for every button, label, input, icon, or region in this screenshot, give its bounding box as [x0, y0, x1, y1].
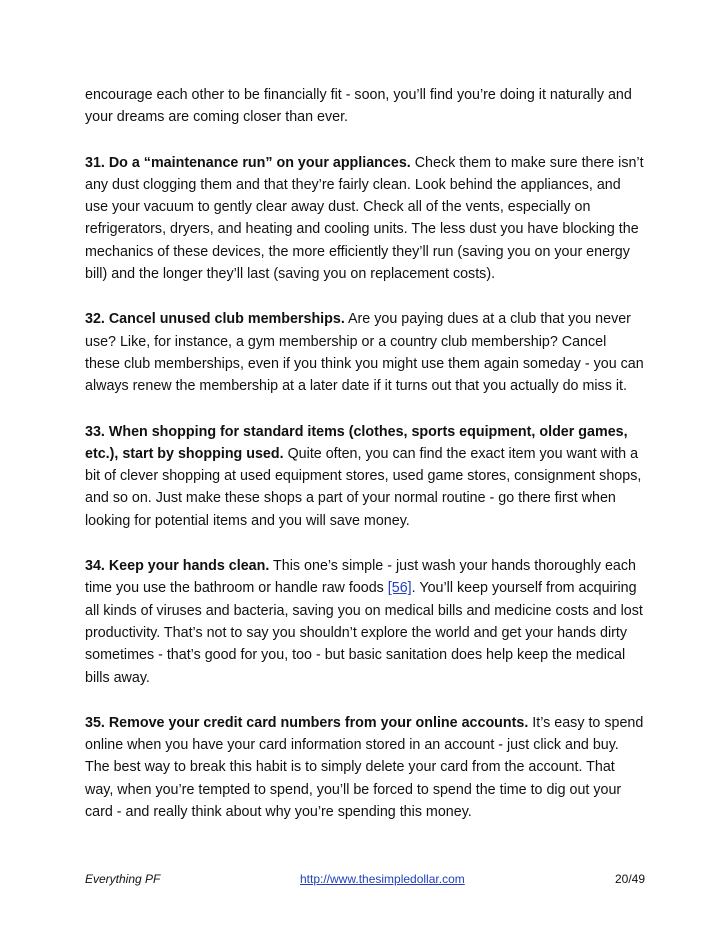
tip-31-body: Check them to make sure there isn’t any dust clogging them and that they’re fairly clean. Look behind the appliances, and use your vacuum to gently clear away dust. Check all of the vents, especially on refrigerators, dryers, and heating and cooling units. The less dust you have blocking the mechanics of these devices, the more efficiently they’ll run (saving you on your energy bill) and the longer they’ll last (saving you on replacement costs).	[85, 154, 644, 283]
footer-title: Everything PF	[85, 872, 161, 886]
tip-33-body: Quite often, you can find the exact item you want with a bit of clever shopping at used equipment stores, used game stores, consignment shops, and so on. Just make these shops a part of your normal routine - go there first when looking for potential items and you will save money.	[85, 445, 642, 529]
tip-33-heading: 33. When shopping for standard items (clothes, sports equipment, older games, etc.), start by shopping used.	[85, 423, 628, 462]
tip-34-body-before: This one’s simple - just wash your hands thoroughly each time you use the bathroom or handle raw foods	[85, 558, 636, 597]
page-content	[85, 84, 645, 846]
tip-35	[85, 712, 645, 823]
tip-32	[85, 308, 645, 397]
tip-34-body-after: . You’ll keep yourself from acquiring all kinds of viruses and bacteria, saving you on medical bills and medicine costs and lost productivity. That’s not to say you shouldn’t explore the world and get your hands dirty sometimes - that’s good for you, too - but basic sanitation does help keep the medical bills away.	[85, 580, 643, 686]
reference-link-56[interactable]: [56]	[387, 580, 412, 597]
tip-34-heading: 34. Keep your hands clean.	[85, 558, 270, 575]
tip-33	[85, 421, 645, 532]
intro-paragraph: encourage each other to be financially fit - soon, you’ll find you’re doing it naturally and your dreams are coming closer than ever.	[85, 87, 632, 126]
page-footer	[85, 872, 645, 890]
page-number: 20/49	[614, 872, 645, 886]
tip-32-body: Are you paying dues at a club that you never use? Like, for instance, a gym membership or a country club membership? Cancel these club memberships, even if you think you might use them again someday - you can always renew the membership at a later date if it turns out that you actually do miss it.	[85, 311, 644, 395]
tip-32-heading: 32. Cancel unused club memberships.	[85, 311, 345, 328]
tip-35-body: It’s easy to spend online when you have your card information stored in an account - just click and buy. The best way to break this habit is to simply delete your card from the account. That way, when you’re tempted to spend, you’ll be forced to spend the time to dig out your card - and really think about why you’re spending this money.	[85, 714, 644, 821]
tip-35-heading: 35. Remove your credit card numbers from your online accounts.	[85, 714, 529, 731]
tip-31	[85, 152, 645, 286]
footer-url-link[interactable]: http://www.thesimpledollar.com	[300, 872, 465, 886]
tip-31-heading: 31. Do a “maintenance run” on your appliances.	[85, 154, 411, 171]
tip-34	[85, 555, 645, 689]
